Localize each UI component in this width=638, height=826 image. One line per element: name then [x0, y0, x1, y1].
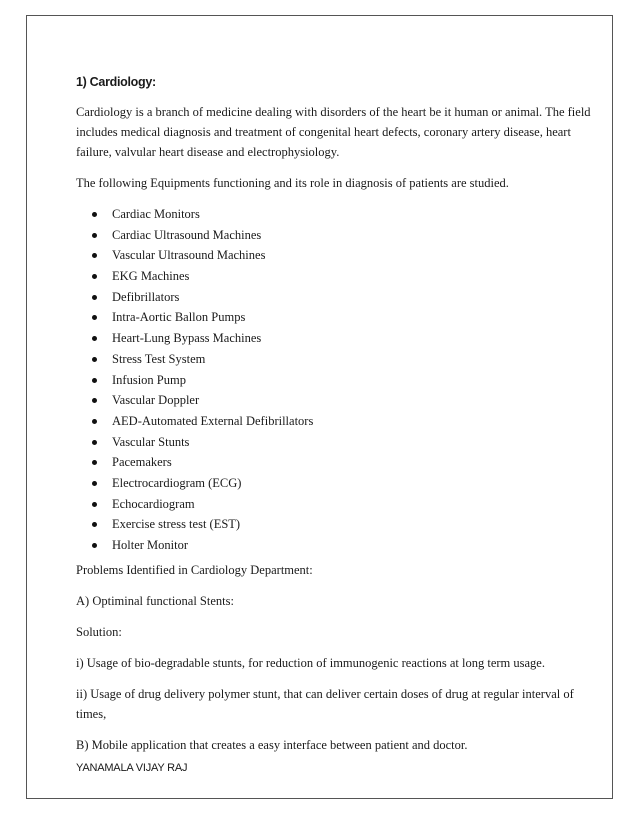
list-item: Vascular Ultrasound Machines [76, 245, 596, 266]
equipment-list [76, 204, 596, 556]
list-item: Vascular Stunts [76, 432, 596, 453]
solution-label: Solution: [76, 624, 122, 639]
page-footer: YANAMALA VIJAY RAJ [76, 762, 188, 774]
list-item: Stress Test System [76, 349, 596, 370]
problems-heading: Problems Identified in Cardiology Department: [76, 562, 313, 577]
list-item: Vascular Doppler [76, 390, 596, 411]
solution-i: i) Usage of bio-degradable stunts, for reduction of immunogenic reactions at long term usage. [76, 655, 545, 670]
list-item: Holter Monitor [76, 535, 596, 556]
list-item: Pacemakers [76, 452, 596, 473]
problem-a: A) Optiminal functional Stents: [76, 593, 234, 608]
intro-paragraph: Cardiology is a branch of medicine dealing with disorders of the heart be it human or animal. The field includes medical diagnosis and treatment of congenital heart defects, coronary artery disease, heart failure, valvular heart disease and electrophysiology. [76, 105, 591, 159]
list-item: Heart-Lung Bypass Machines [76, 328, 596, 349]
document-body [76, 72, 596, 766]
list-item: Echocardiogram [76, 494, 596, 515]
list-item: Cardiac Ultrasound Machines [76, 225, 596, 246]
section-heading: 1) Cardiology: [76, 75, 156, 89]
list-item: Infusion Pump [76, 370, 596, 391]
problem-b: B) Mobile application that creates a easy interface between patient and doctor. [76, 737, 468, 752]
equipment-intro: The following Equipments functioning and its role in diagnosis of patients are studied. [76, 176, 509, 190]
list-item: Defibrillators [76, 287, 596, 308]
list-item: AED-Automated External Defibrillators [76, 411, 596, 432]
list-item: Electrocardiogram (ECG) [76, 473, 596, 494]
list-item: Cardiac Monitors [76, 204, 596, 225]
solution-ii: ii) Usage of drug delivery polymer stunt, that can deliver certain doses of drug at regular interval of times, [76, 686, 574, 721]
list-item: Exercise stress test (EST) [76, 514, 596, 535]
list-item: EKG Machines [76, 266, 596, 287]
list-item: Intra-Aortic Ballon Pumps [76, 307, 596, 328]
